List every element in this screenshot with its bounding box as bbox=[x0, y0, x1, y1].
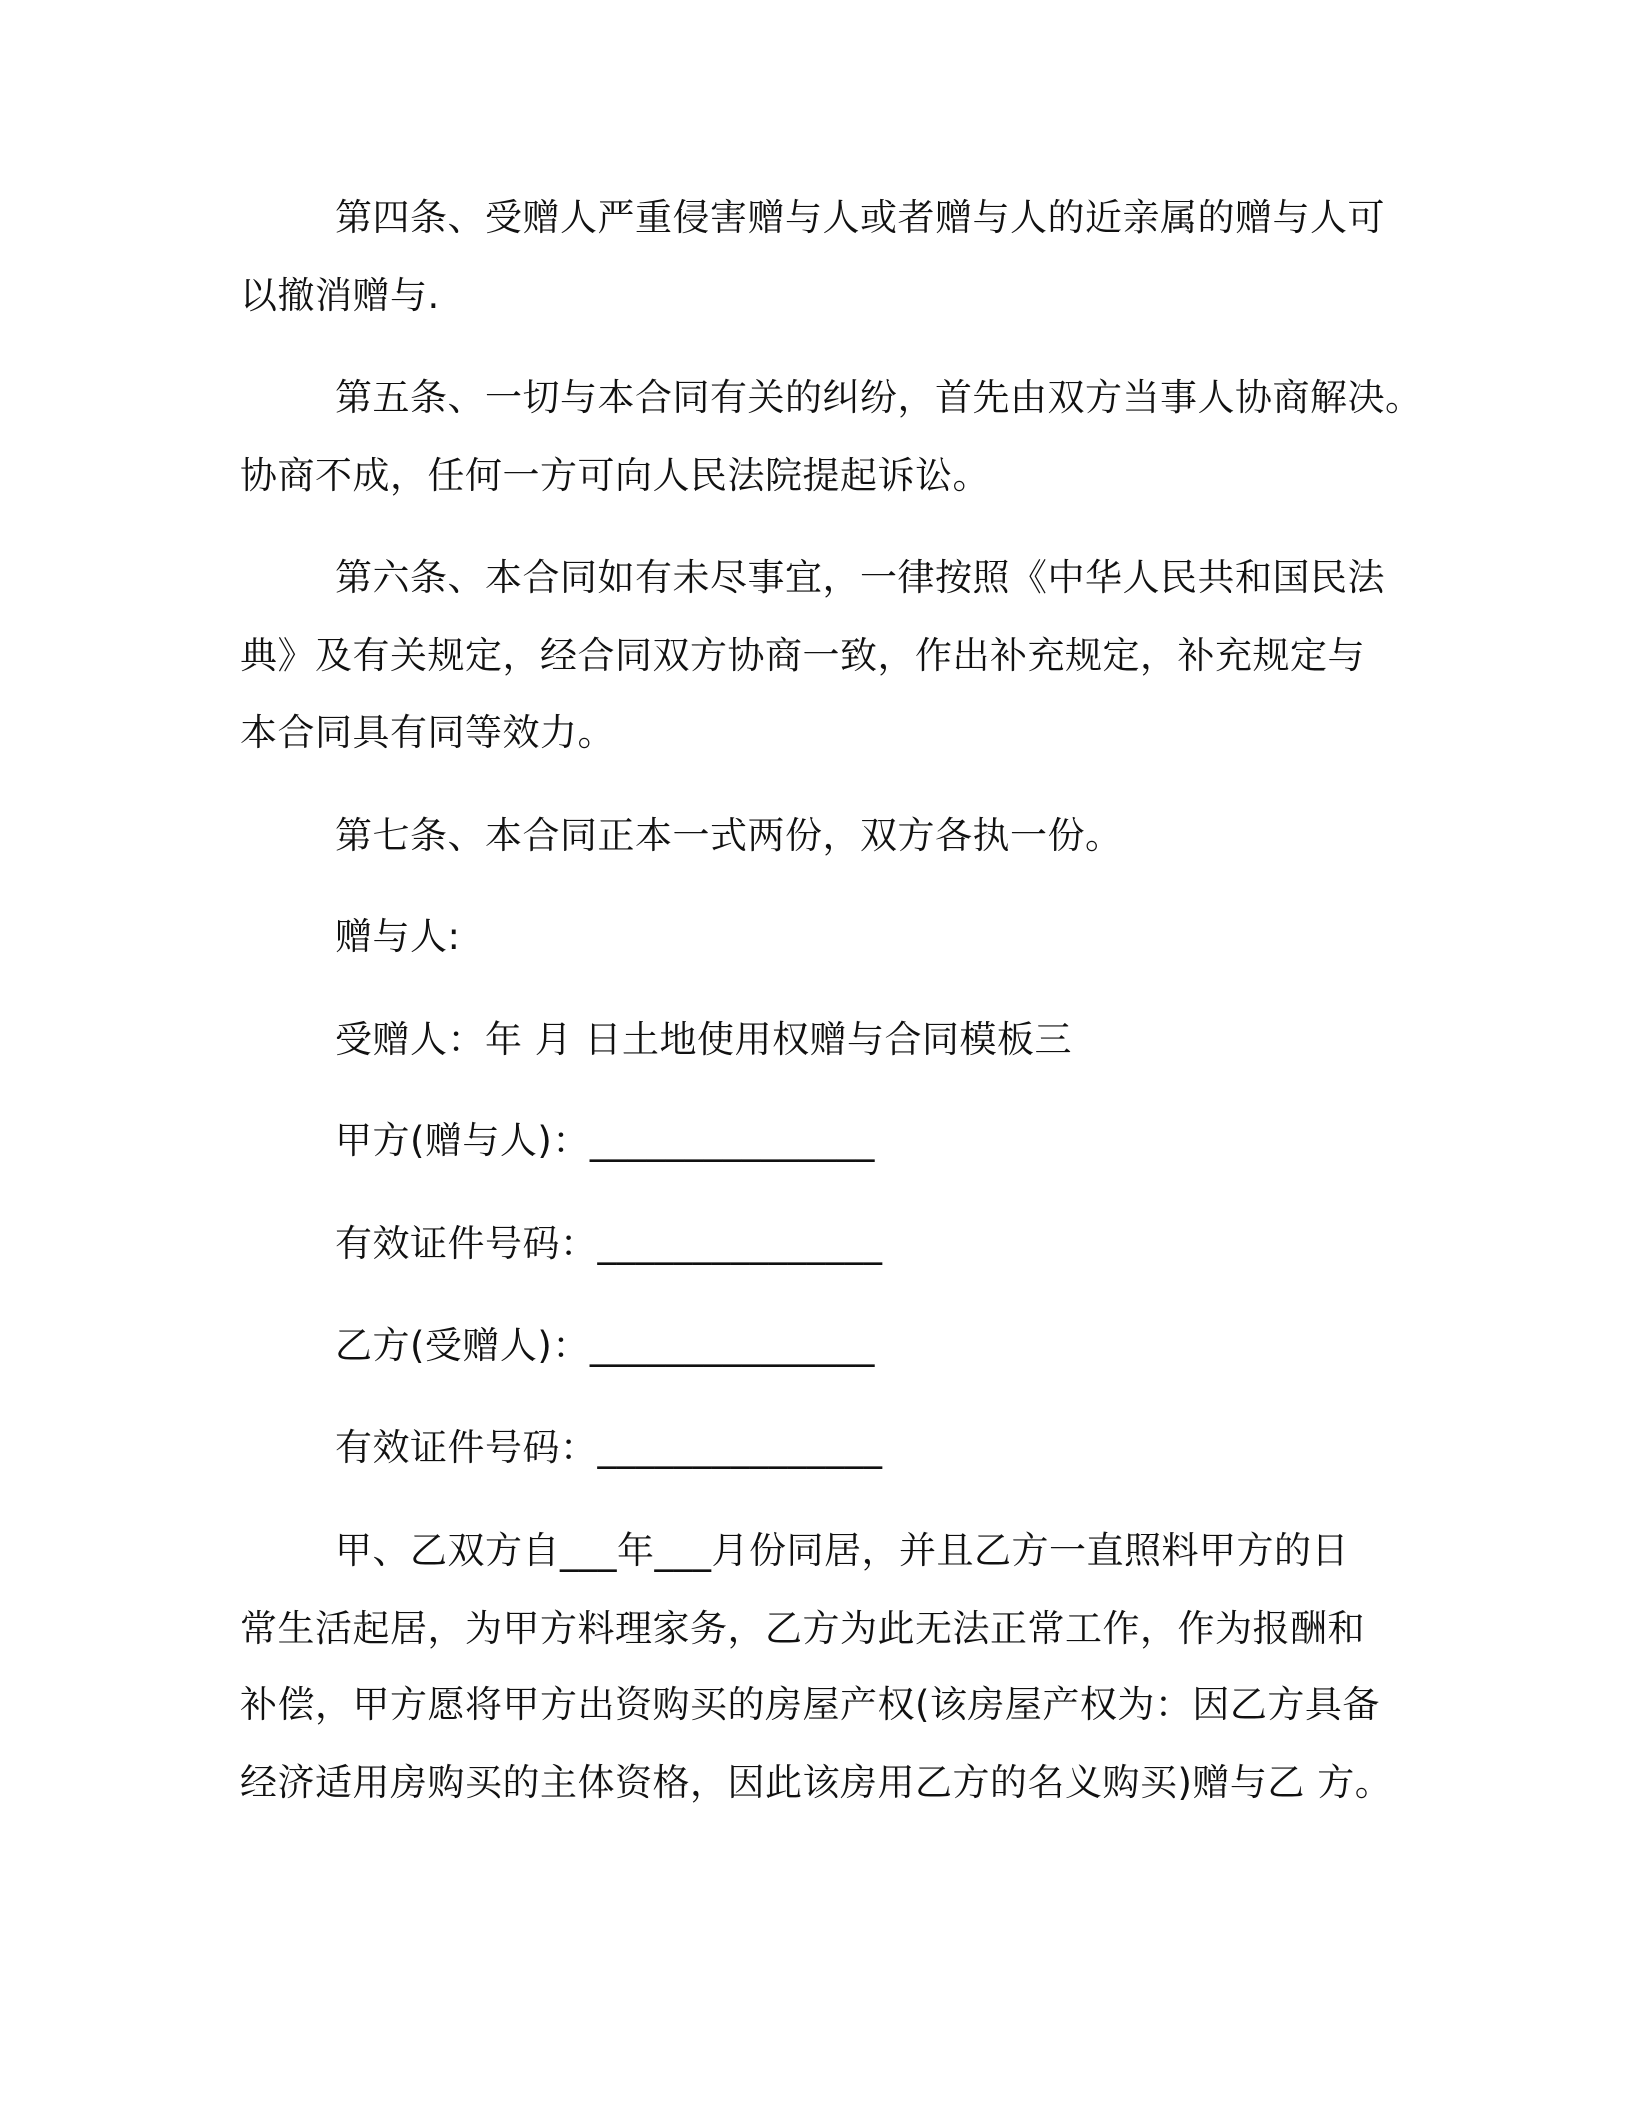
party-b-field: 乙方(受赠人)：_______________ bbox=[335, 1324, 875, 1367]
article-6-line-1: 第六条、本合同如有未尽事宜，一律按照《中华人民共和国民法 bbox=[335, 556, 1385, 599]
donee-label-and-title: 受赠人：年 月 日土地使用权赠与合同模板三 bbox=[335, 1018, 1073, 1061]
party-a-id-field: 有效证件号码：_______________ bbox=[335, 1222, 883, 1265]
article-6-line-2: 典》及有关规定，经合同双方协商一致，作出补充规定，补充规定与 bbox=[240, 634, 1365, 677]
paragraph-line-1: 甲、乙双方自___年___月份同居，并且乙方一直照料甲方的日 bbox=[335, 1529, 1349, 1572]
party-a-field: 甲方(赠与人)：_______________ bbox=[335, 1119, 875, 1162]
paragraph-line-3: 补偿，甲方愿将甲方出资购买的房屋产权(该房屋产权为：因乙方具备 bbox=[240, 1683, 1380, 1726]
donor-label: 赠与人: bbox=[335, 915, 461, 958]
party-b-id-field: 有效证件号码：_______________ bbox=[335, 1426, 883, 1469]
article-5-line-2: 协商不成，任何一方可向人民法院提起诉讼。 bbox=[240, 454, 990, 497]
article-4-line-1: 第四条、受赠人严重侵害赠与人或者赠与人的近亲属的赠与人可 bbox=[335, 196, 1385, 239]
article-7-line: 第七条、本合同正本一式两份，双方各执一份。 bbox=[335, 814, 1123, 857]
article-5-line-1: 第五条、一切与本合同有关的纠纷，首先由双方当事人协商解决。 bbox=[335, 376, 1423, 419]
paragraph-line-4: 经济适用房购买的主体资格，因此该房用乙方的名义购买)赠与乙 方。 bbox=[240, 1761, 1393, 1804]
article-6-line-3: 本合同具有同等效力。 bbox=[240, 711, 615, 754]
article-4-line-2: 以撤消赠与. bbox=[240, 274, 440, 317]
paragraph-line-2: 常生活起居，为甲方料理家务，乙方为此无法正常工作，作为报酬和 bbox=[240, 1607, 1365, 1650]
